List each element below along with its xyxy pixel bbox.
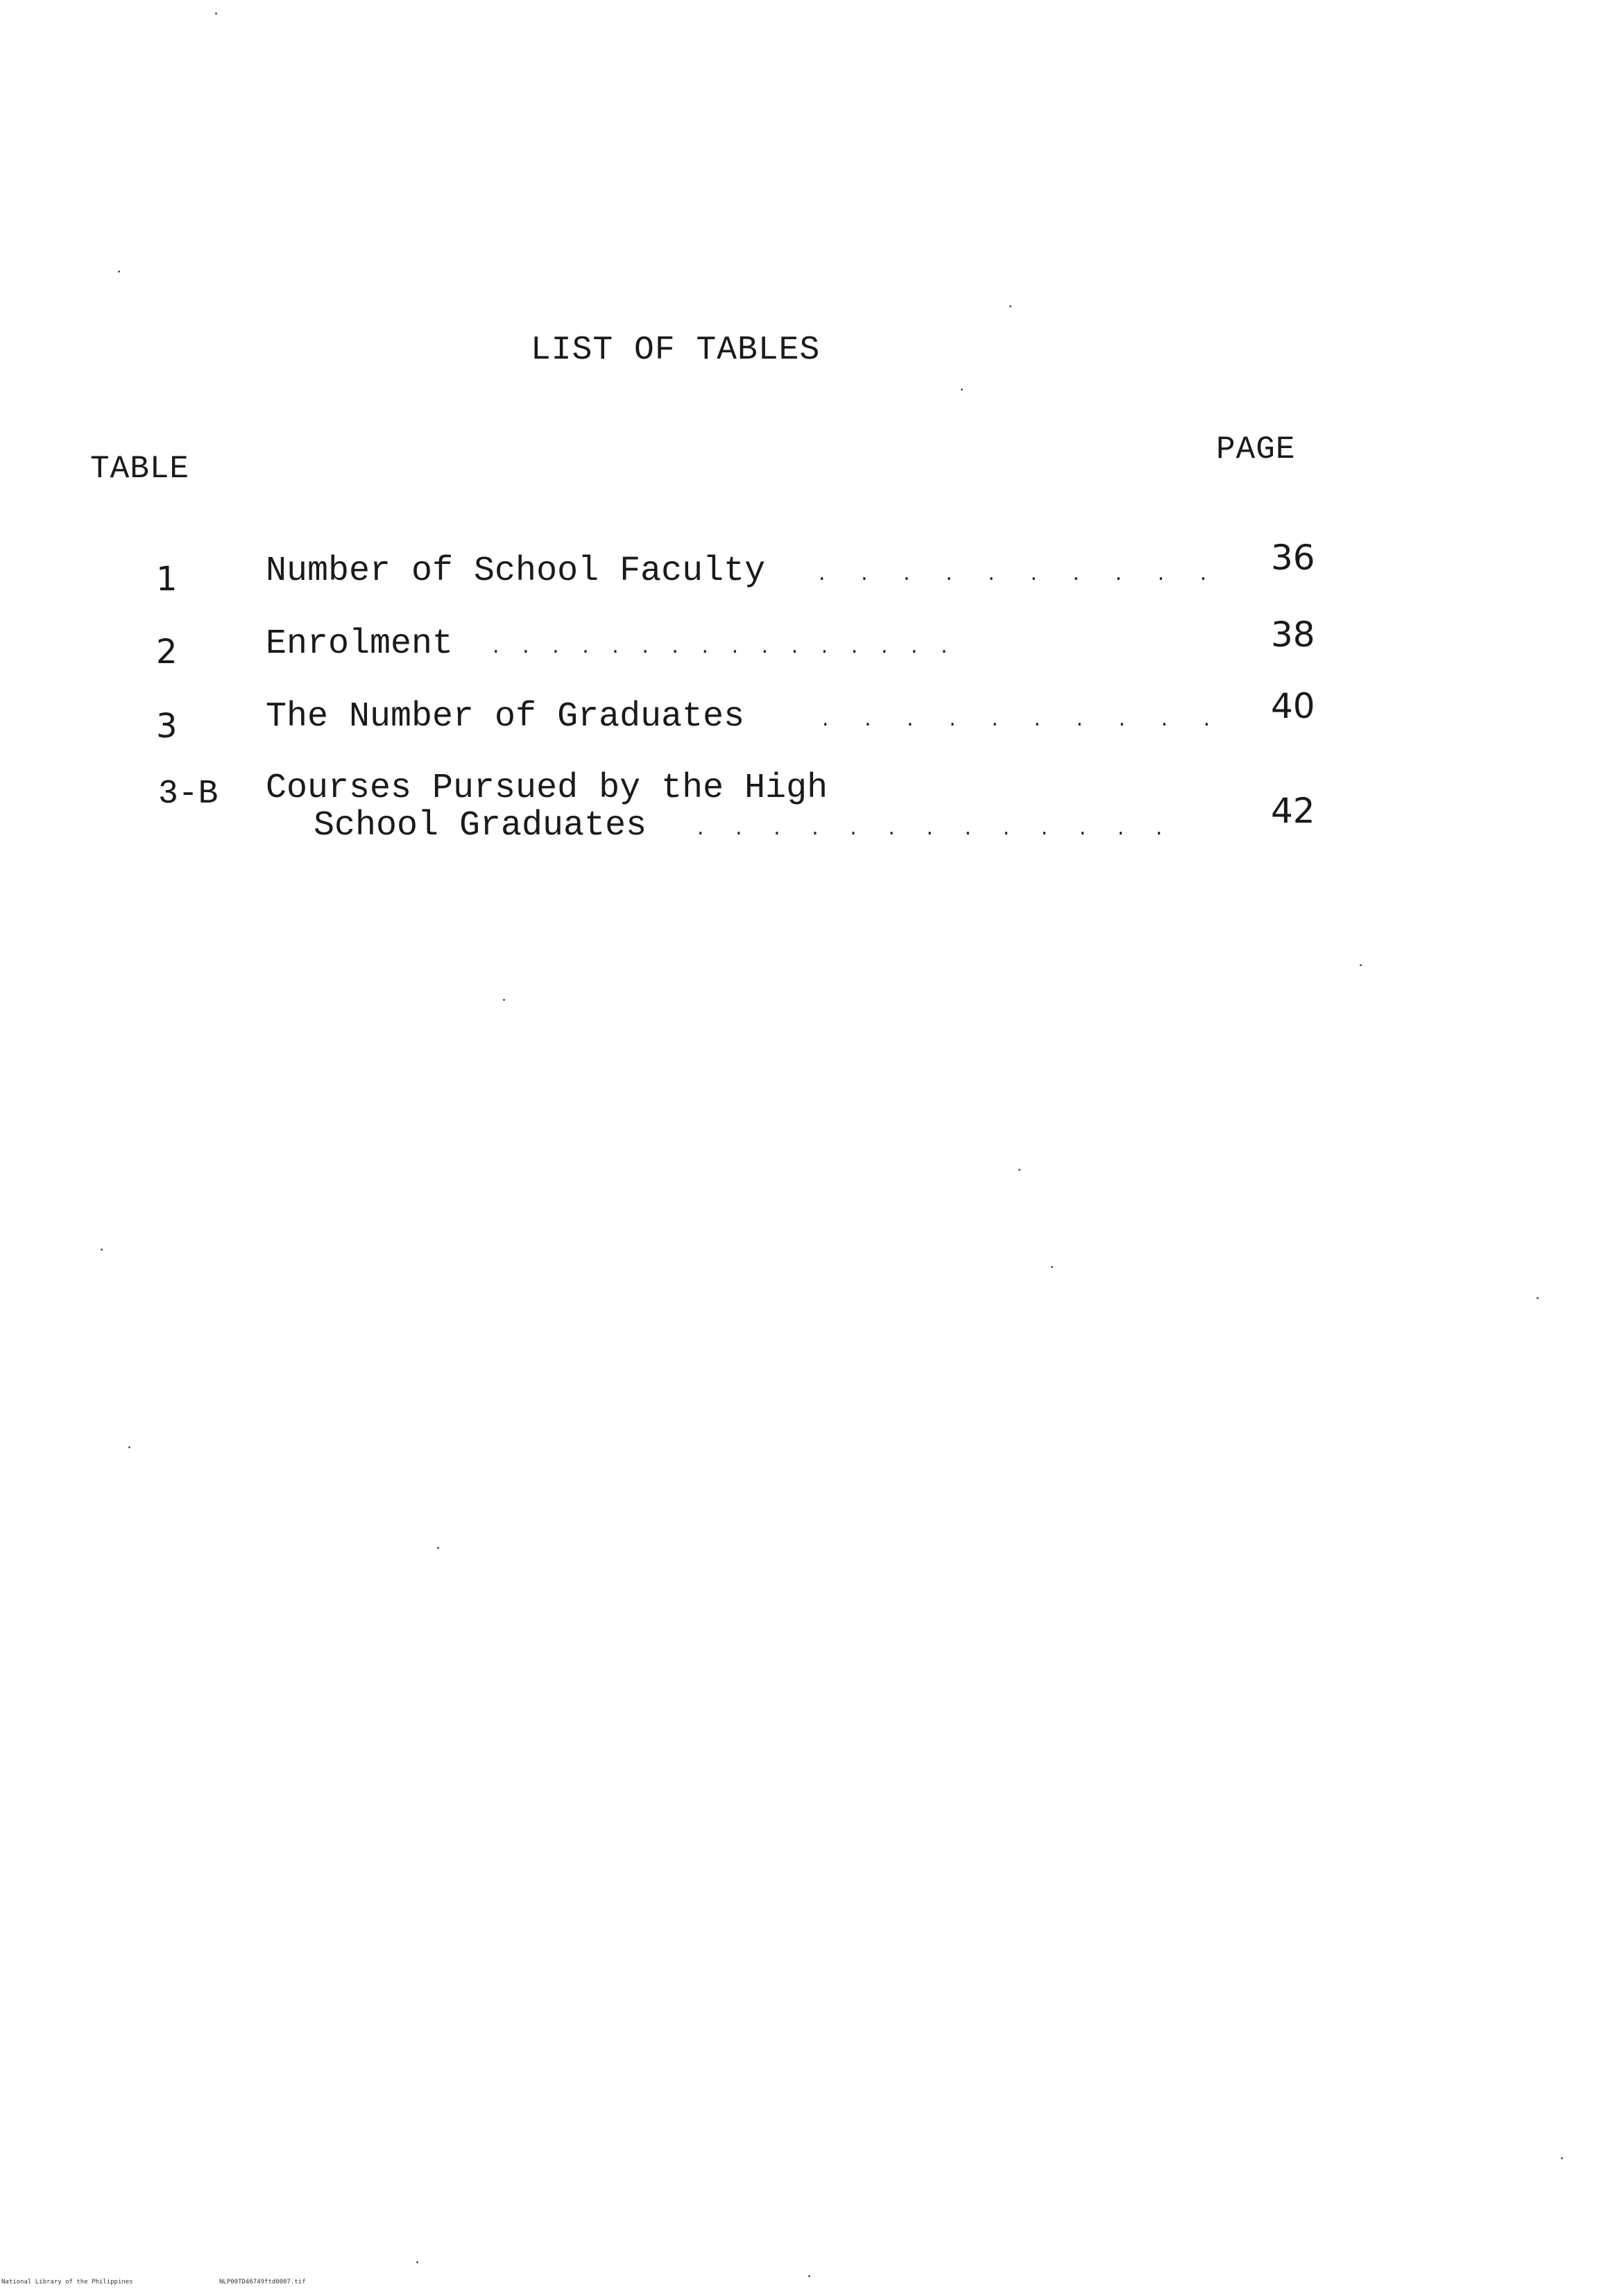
table-title-continued: School Graduates — [314, 806, 647, 846]
scan-speck — [961, 388, 963, 391]
page-number: 38 — [1271, 615, 1315, 655]
scan-speck — [1051, 1266, 1053, 1268]
table-title: Courses Pursued by the High — [266, 769, 828, 808]
table-title: Number of School Faculty — [266, 551, 766, 591]
page-column-heading: PAGE — [1216, 431, 1296, 468]
scan-speck — [1537, 1297, 1539, 1299]
scan-speck — [118, 271, 120, 273]
scan-speck — [1360, 964, 1362, 966]
dot-leader: . . . . . . . . . . — [819, 561, 1222, 585]
table-number: 1 — [156, 560, 178, 599]
dot-leader: . . . . . . . . . . — [822, 707, 1225, 731]
scan-speck — [416, 2261, 418, 2263]
table-number: 3 — [156, 707, 178, 746]
table-number: 3-B — [158, 775, 219, 813]
page-title: LIST OF TABLES — [531, 332, 821, 369]
scan-speck — [437, 1547, 439, 1549]
scan-speck — [808, 2275, 810, 2277]
dot-leader: . . . . . . . . . . . . . — [697, 816, 1175, 840]
scan-speck — [128, 1446, 130, 1448]
table-title: The Number of Graduates — [266, 697, 745, 737]
page-number: 42 — [1271, 791, 1315, 831]
page-number: 36 — [1271, 538, 1315, 578]
scan-speck — [503, 999, 505, 1001]
scan-source-label: National Library of the Philippines — [1, 2279, 133, 2286]
table-column-heading: TABLE — [90, 451, 190, 487]
table-title: Enrolment — [266, 624, 454, 664]
table-number: 2 — [156, 633, 178, 671]
scan-speck — [215, 12, 217, 15]
dot-leader: . . . . . . . . . . . . . . . . — [493, 634, 956, 658]
scan-speck — [1009, 305, 1011, 307]
scan-speck — [101, 1249, 103, 1251]
page-number: 40 — [1271, 686, 1315, 726]
scan-speck — [1561, 2157, 1563, 2159]
scan-speck — [1018, 1169, 1020, 1171]
scan-filename-label: NLP00TD46749ftd0007.tif — [219, 2279, 306, 2286]
